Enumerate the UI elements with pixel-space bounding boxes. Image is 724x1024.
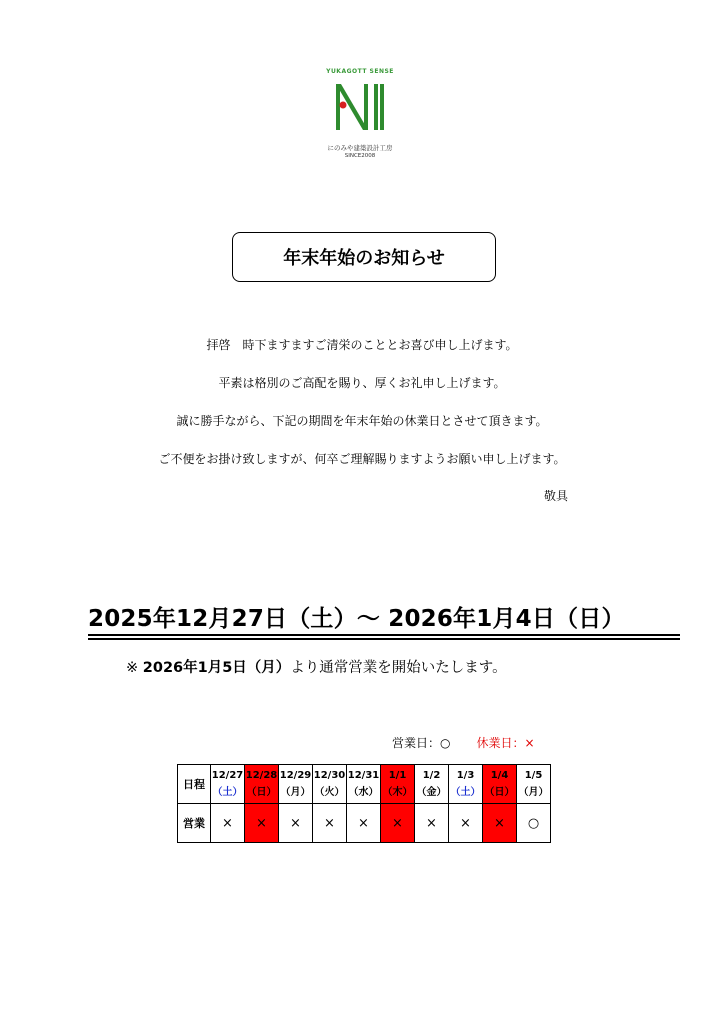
schedule-status-cell: × — [279, 804, 313, 843]
schedule-status-row — [178, 804, 551, 843]
schedule-weekday: （日） — [484, 787, 515, 798]
schedule-date-cell — [211, 765, 245, 804]
schedule-date: 12/29 — [279, 770, 312, 781]
schedule-status-cell: ○ — [517, 804, 551, 843]
reopen-notice — [126, 656, 507, 677]
logo-company-name: にのみや建築設計工房 — [327, 144, 393, 152]
greeting-line-3: 誠に勝手ながら、下記の期間を年末年始の休業日とさせて頂きます。 — [176, 414, 548, 428]
company-logo — [316, 68, 404, 164]
schedule-status-cell: × — [381, 804, 415, 843]
schedule-date: 1/3 — [456, 770, 475, 781]
schedule-status-cell: × — [483, 804, 517, 843]
schedule-weekday: （木） — [382, 787, 413, 798]
schedule-date: 1/5 — [524, 770, 543, 781]
row-label-status: 営業 — [178, 804, 211, 843]
page-title: 年末年始のお知らせ — [232, 232, 496, 282]
closure-period: 2025年12月27日（土）～ 2026年1月4日（日） — [88, 606, 625, 632]
schedule-status-cell: × — [211, 804, 245, 843]
schedule-weekday: （土） — [450, 787, 481, 798]
greeting-line-4: ご不便をお掛け致しますが、何卒ご理解賜りますようお願い申し上げます。 — [158, 452, 566, 466]
schedule-weekday: （月） — [280, 787, 311, 798]
schedule-weekday: （日） — [246, 787, 277, 798]
schedule-date-cell — [347, 765, 381, 804]
schedule-date-cell — [449, 765, 483, 804]
schedule-weekday: （水） — [348, 787, 379, 798]
schedule-date: 1/1 — [388, 770, 407, 781]
greeting-line-1: 拝啓 時下ますますご清栄のこととお喜び申し上げます。 — [206, 338, 518, 352]
schedule-date: 12/27 — [211, 770, 244, 781]
schedule-date-cell — [381, 765, 415, 804]
notice-mark: ※ — [126, 660, 139, 676]
logo-tagline: YUKAGOTT SENSE — [326, 68, 394, 75]
schedule-status-cell: × — [415, 804, 449, 843]
schedule-date-cell — [245, 765, 279, 804]
schedule-date-cell — [483, 765, 517, 804]
schedule-date-cell — [313, 765, 347, 804]
period-underline-bottom — [88, 638, 680, 640]
schedule-weekday: （土） — [212, 787, 243, 798]
schedule-date: 1/4 — [490, 770, 509, 781]
schedule-table — [177, 764, 551, 843]
schedule-date: 12/28 — [245, 770, 278, 781]
legend-closed: 休業日：× — [476, 736, 535, 750]
notice-text: より通常営業を開始いたします。 — [290, 660, 507, 676]
schedule-status-cell: × — [449, 804, 483, 843]
schedule-weekday: （火） — [314, 787, 345, 798]
legend-open: 営業日：○ — [392, 736, 451, 750]
schedule-date: 1/2 — [422, 770, 441, 781]
schedule-date-cell — [517, 765, 551, 804]
schedule-weekday: （月） — [518, 787, 549, 798]
schedule-date-cell — [279, 765, 313, 804]
greeting-line-2: 平素は格別のご高配を賜り、厚くお礼申し上げます。 — [218, 376, 506, 390]
notice-date: 2026年1月5日（月） — [142, 660, 291, 676]
row-label-date: 日程 — [178, 765, 211, 804]
schedule-status-cell: × — [313, 804, 347, 843]
logo-n-mark-icon — [332, 76, 390, 132]
logo-since: SINCE2008 — [344, 153, 376, 159]
schedule-date-row — [178, 765, 551, 804]
schedule-date: 12/30 — [313, 770, 346, 781]
schedule-date-cell — [415, 765, 449, 804]
period-underline-top — [88, 634, 680, 636]
schedule-date: 12/31 — [347, 770, 380, 781]
schedule-legend — [392, 734, 535, 751]
closing-text: 敬具 — [544, 489, 569, 503]
schedule-status-cell: × — [245, 804, 279, 843]
schedule-status-cell: × — [347, 804, 381, 843]
schedule-weekday: （金） — [416, 787, 447, 798]
